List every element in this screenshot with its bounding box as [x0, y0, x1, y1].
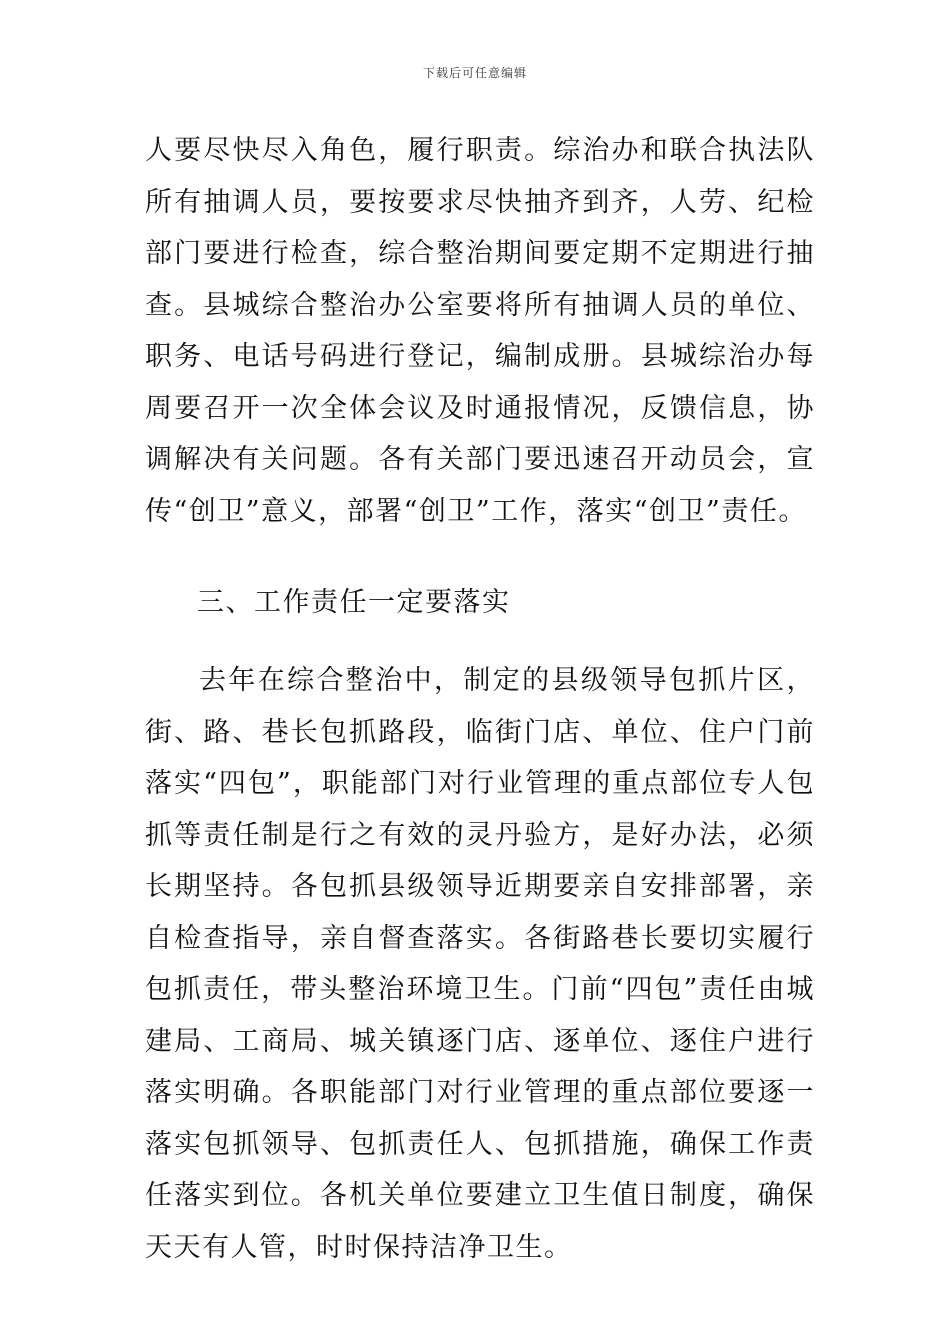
- body-paragraph-1: 人要尽快尽入角色，履行职责。综治办和联合执法队所有抽调人员，要按要求尽快抽齐到齐，人劳、纪检部门要进行检查，综合整治期间要定期不定期进行抽查。县城综合整治办公室要将所有抽调人员的单位、职务、电话号码进行登记，编制成册。县城综治办每周要召开一次全体会议及时通报情况，反馈信息，协调解决有关问题。各有关部门要迅速召开动员会，宣传“创卫”意义，部署“创卫”工作，落实“创卫”责任。: [145, 135, 815, 527]
- body-paragraph-2: 去年在综合整治中，制定的县级领导包抓片区，街、路、巷长包抓路段，临街门店、单位、住户门前落实“四包”，职能部门对行业管理的重点部位专人包抓等责任制是行之有效的灵丹验方，是好办法，必须长期坚持。各包抓县级领导近期要亲自安排部署，亲自检查指导，亲自督查落实。各街路巷长要切实履行包抓责任，带头整治环境卫生。门前“四包”责任由城建局、工商局、城关镇逐门店、逐单位、逐住户进行落实明确。各职能部门对行业管理的重点部位要逐一落实包抓领导、包抓责任人、包抓措施，确保工作责任落实到位。各机关单位要建立卫生值日制度，确保天天有人管，时时保持洁净卫生。: [145, 665, 815, 1263]
- page-header-note: 下载后可任意编辑: [422, 66, 527, 80]
- section-heading: 三、工作责任一定要落实: [197, 587, 511, 618]
